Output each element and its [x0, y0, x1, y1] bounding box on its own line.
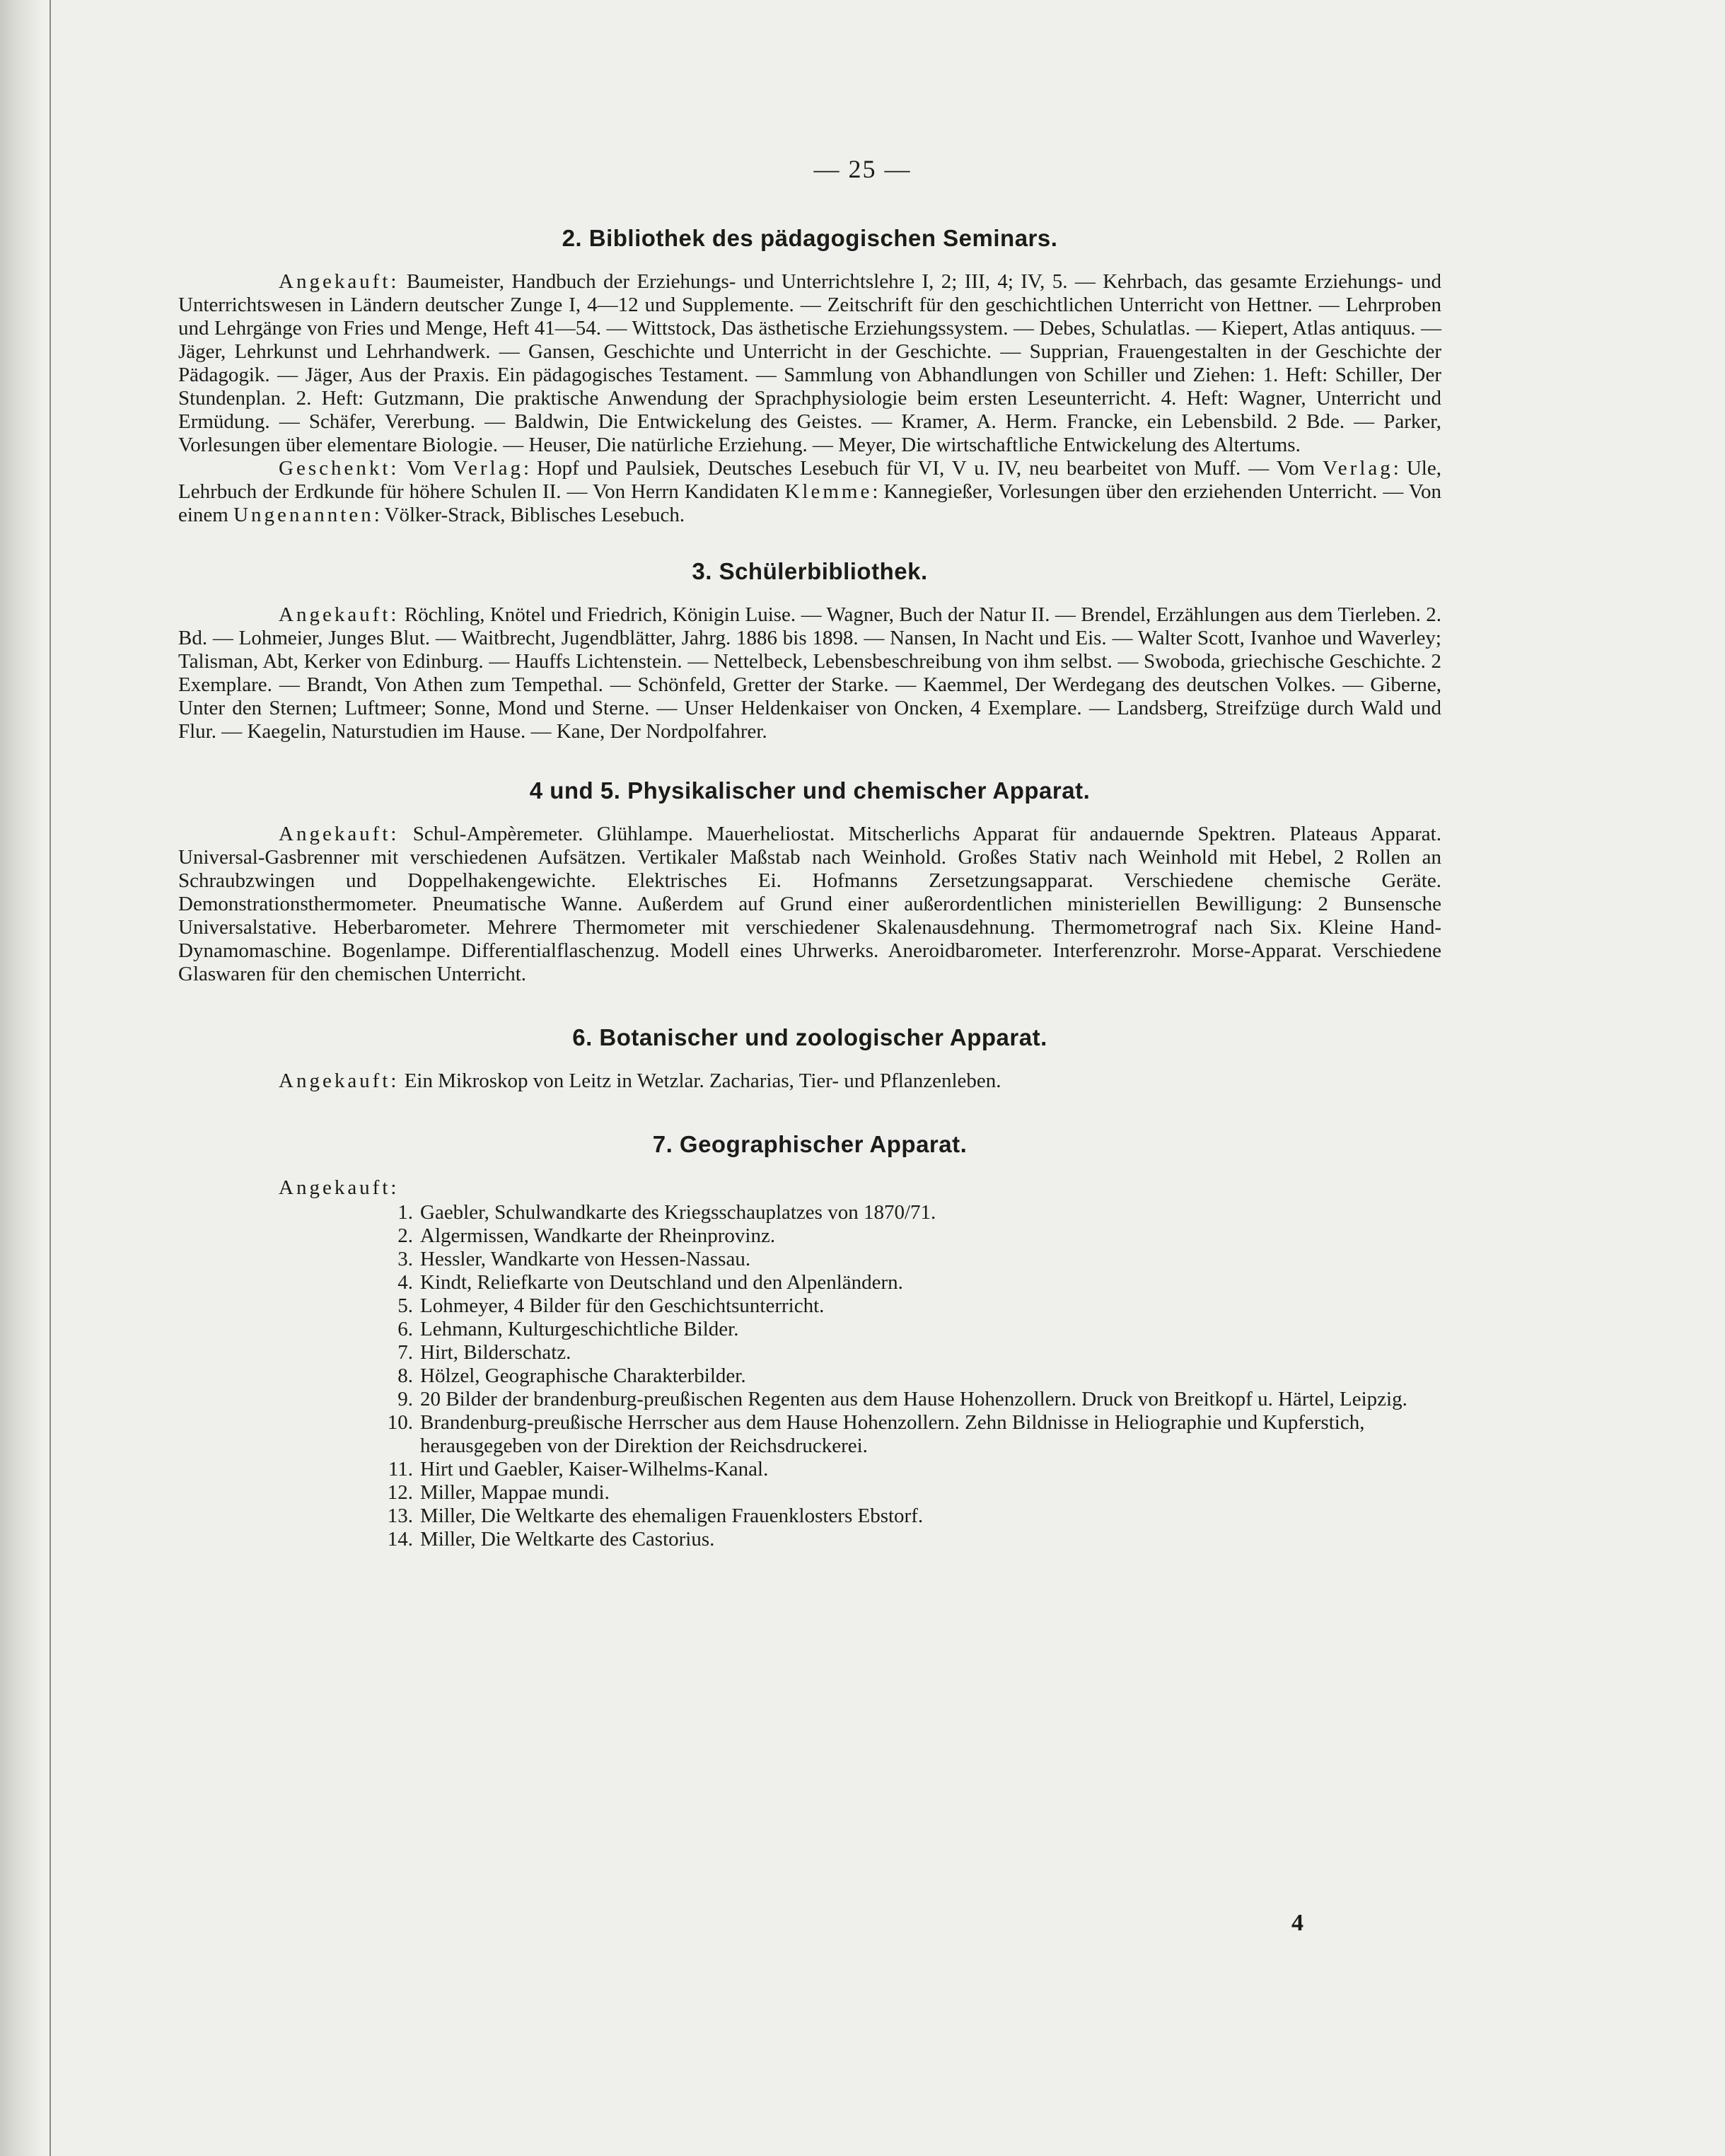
list-item-text: Gaebler, Schulwandkarte des Kriegsschauplatzes von 1870/71.: [420, 1201, 936, 1224]
list-item-number: 6.: [397, 1318, 413, 1340]
donated-text-part: : Hopf und Paulsiek, Deutsches Lesebuch für VI, V u. IV, neu bearbeitet von Muff. — Vom: [523, 457, 1323, 480]
list-item: [376, 1411, 1441, 1458]
list-item: [376, 1271, 1441, 1294]
donor-publisher: Verlag: [453, 457, 523, 480]
section-3-paragraph: [178, 603, 1441, 743]
section-7-title: 7. Geographischer Apparat.: [652, 1131, 968, 1157]
list-item-text: Hölzel, Geographische Charakterbilder.: [420, 1364, 746, 1387]
list-item: [376, 1505, 1441, 1528]
section-2-title: 2. Bibliothek des pädagogischen Seminars.: [562, 225, 1058, 251]
list-item-number: 3.: [397, 1248, 413, 1270]
list-item: [376, 1364, 1441, 1388]
page-edge-shadow: [0, 0, 42, 2156]
donor-anonymous: Ungenannten: [233, 504, 374, 526]
section-4-5-text: Schul-Ampèremeter. Glühlampe. Mauerheliostat. Mitscherlichs Apparat für andauernde Spektren. Plateaus Apparat. Universal-Gasbrenner mit verschiedenen Aufsätzen. Vertikaler Maßstab nach Weinhold. Großes Stativ nach Weinhold mit Hebel, 2 Rollen an Schraubzwingen und Doppelhakengewichte. Elektrisches Ei. Hofmanns Zersetzungsapparat. Verschiedene chemische Geräte. Demonstrationsthermometer. Pneumatische Wanne. Außerdem auf Grund einer außerordentlichen ministeriellen Bewilligung: 2 Bunsensche Universalstative. Heberbarometer. Mehrere Thermometer mit verschiedener Skalenausdehnung. Thermometrograf nach Six. Kleine Hand-Dynamomaschine. Bogenlampe. Differentialflaschenzug. Modell eines Uhrwerks. Aneroidbarometer. Interferenzrohr. Morse-Apparat. Verschiedene Glaswaren für den chemischen Unterricht.: [178, 823, 1441, 985]
list-item-number: 8.: [397, 1364, 413, 1387]
list-item-number: 14.: [387, 1528, 413, 1551]
donated-text-part: : Völker-Strack, Biblisches Lesebuch.: [373, 504, 685, 526]
list-item: [376, 1224, 1441, 1248]
purchased-label: Angekauft:: [279, 823, 400, 845]
list-item: [376, 1388, 1441, 1411]
list-item-text: Miller, Die Weltkarte des ehemaligen Frauenklosters Ebstorf.: [420, 1505, 924, 1527]
list-item-number: 13.: [387, 1505, 413, 1527]
list-item-number: 10.: [387, 1411, 413, 1434]
donated-text-part: Vom: [399, 457, 453, 480]
list-item-text: Brandenburg-preußische Herrscher aus dem Hause Hohenzollern. Zehn Bildnisse in Heliographie und Kupferstich, herausgegeben von der Direktion der Reichsdruckerei.: [420, 1411, 1365, 1457]
list-item-number: 9.: [397, 1388, 413, 1410]
list-item-text: Hirt und Gaebler, Kaiser-Wilhelms-Kanal.: [420, 1458, 769, 1480]
page-edge-line: [50, 0, 51, 2156]
list-item-text: Lohmeyer, 4 Bilder für den Geschichtsunterricht.: [420, 1294, 825, 1317]
donor-publisher: Verlag: [1323, 457, 1393, 480]
section-4-5-title: 4 und 5. Physikalischer und chemischer Apparat.: [529, 777, 1091, 804]
page-number: — 25 —: [813, 155, 912, 183]
list-item-text: Algermissen, Wandkarte der Rheinprovinz.: [420, 1224, 776, 1247]
donated-text-part: : Kannegießer, Vorlesungen über den erziehenden Unterricht. — Von einem: [178, 480, 1442, 526]
list-item-text: Miller, Die Weltkarte des Castorius.: [420, 1528, 715, 1551]
list-item-number: 5.: [397, 1294, 413, 1317]
section-2-purchased-text: Baumeister, Handbuch der Erziehungs- und Unterrichtslehre I, 2; III, 4; IV, 5. — Kehrbach, das gesamte Erziehungs- und Unterrichtswesen in Ländern deutscher Zunge I, 4—12 und Supplemente. — Zeitschrift für den geschichtlichen Unterricht von Hettner. — Lehrproben und Lehrgänge von Fries und Menge, Heft 41—54. — Wittstock, Das ästhetische Erziehungssystem. — Debes, Schulatlas. — Kiepert, Atlas antiquus. — Jäger, Lehrkunst und Lehrhandwerk. — Gansen, Geschichte und Unterricht in der Geschichte. — Supprian, Frauengestalten in der Geschichte der Pädagogik. — Jäger, Aus der Praxis. Ein pädagogisches Testament. — Sammlung von Abhandlungen von Schiller und Ziehen: 1. Heft: Schiller, Der Stundenplan. 2. Heft: Gutzmann, Die praktische Anwendung der Sprachphysiologie beim ersten Leseunterricht. 4. Heft: Wagner, Unterricht und Ermüdung. — Schäfer, Vererbung. — Baldwin, Die Entwickelung des Geistes. — Kramer, A. Herm. Francke, ein Lebensbild. 2 Bde. — Parker, Vorlesungen über elementare Biologie. — Heuser, Die natürliche Erziehung. — Meyer, Die wirtschaftliche Entwickelung des Altertums.: [178, 270, 1441, 456]
list-item: [376, 1341, 1441, 1364]
spacer: [178, 1093, 1441, 1131]
list-item-number: 2.: [397, 1224, 413, 1247]
list-item: [376, 1201, 1441, 1224]
donated-text-part: : Ule, Lehrbuch der Erdkunde für höhere Schulen II. — Von Herrn Kandidaten: [178, 457, 1441, 503]
spacer: [178, 743, 1441, 777]
sheet-signature: 4: [1291, 1910, 1303, 1936]
donated-label: Geschenkt:: [279, 457, 400, 480]
geographic-apparatus-list: [178, 1201, 1441, 1551]
list-item-number: 12.: [387, 1481, 413, 1504]
list-item-text: Hirt, Bilderschatz.: [420, 1341, 571, 1364]
section-3-title: 3. Schülerbibliothek.: [692, 558, 928, 584]
list-item-number: 4.: [397, 1271, 413, 1294]
list-item: [376, 1248, 1441, 1271]
spacer: [178, 986, 1441, 1024]
section-3-text: Röchling, Knötel und Friedrich, Königin Luise. — Wagner, Buch der Natur II. — Brendel, Erzählungen aus dem Tierleben. 2. Bd. — Lohmeier, Junges Blut. — Waitbrecht, Jugendblätter, Jahrg. 1886 bis 1898. — Nansen, In Nacht und Eis. — Walter Scott, Ivanhoe und Waverley; Talisman, Abt, Kerker von Edinburg. — Hauffs Lichtenstein. — Nettelbeck, Lebensbeschreibung von ihm selbst. — Swoboda, griechische Geschichte. 2 Exemplare. — Brandt, Von Athen zum Tempethal. — Schönfeld, Gretter der Starke. — Kaemmel, Der Werdegang des deutschen Volkes. — Giberne, Unter den Sternen; Luftmeer; Sonne, Mond und Sterne. — Unser Heldenkaiser von Oncken, 4 Exemplare. — Landsberg, Streifzüge durch Wald und Flur. — Kaegelin, Naturstudien im Hause. — Kane, Der Nordpolfahrer.: [178, 603, 1441, 743]
purchased-label: Angekauft:: [279, 270, 400, 293]
section-7-intro: Angekauft:: [279, 1176, 400, 1199]
list-item-number: 11.: [388, 1458, 413, 1480]
spacer: [178, 527, 1441, 558]
section-6-title: 6. Botanischer und zoologischer Apparat.: [572, 1024, 1047, 1050]
list-item: [376, 1294, 1441, 1318]
list-item-text: Lehmann, Kulturgeschichtliche Bilder.: [420, 1318, 739, 1340]
page-content: [178, 225, 1441, 1551]
donor-klemme: Klemme: [784, 480, 873, 503]
list-item: [376, 1318, 1441, 1341]
section-6-paragraph: [178, 1070, 1441, 1093]
list-item-text: Kindt, Reliefkarte von Deutschland und den Alpenländern.: [420, 1271, 903, 1294]
section-2-donated-paragraph: [178, 457, 1441, 527]
section-6-text: Ein Mikroskop von Leitz in Wetzlar. Zacharias, Tier- und Pflanzenleben.: [399, 1070, 1001, 1092]
list-item: [376, 1528, 1441, 1551]
list-item-text: Miller, Mappae mundi.: [420, 1481, 610, 1504]
purchased-label: Angekauft:: [279, 1070, 400, 1092]
purchased-label: Angekauft:: [279, 603, 400, 626]
list-item-text: Hessler, Wandkarte von Hessen-Nassau.: [420, 1248, 751, 1270]
section-4-5-paragraph: [178, 823, 1441, 986]
list-item-text: 20 Bilder der brandenburg-preußischen Regenten aus dem Hause Hohenzollern. Druck von Breitkopf u. Härtel, Leipzig.: [420, 1388, 1407, 1410]
section-2-purchased-paragraph: [178, 270, 1441, 457]
list-item-number: 7.: [397, 1341, 413, 1364]
list-item-number: 1.: [397, 1201, 413, 1224]
list-item: [376, 1481, 1441, 1505]
list-item: [376, 1458, 1441, 1481]
